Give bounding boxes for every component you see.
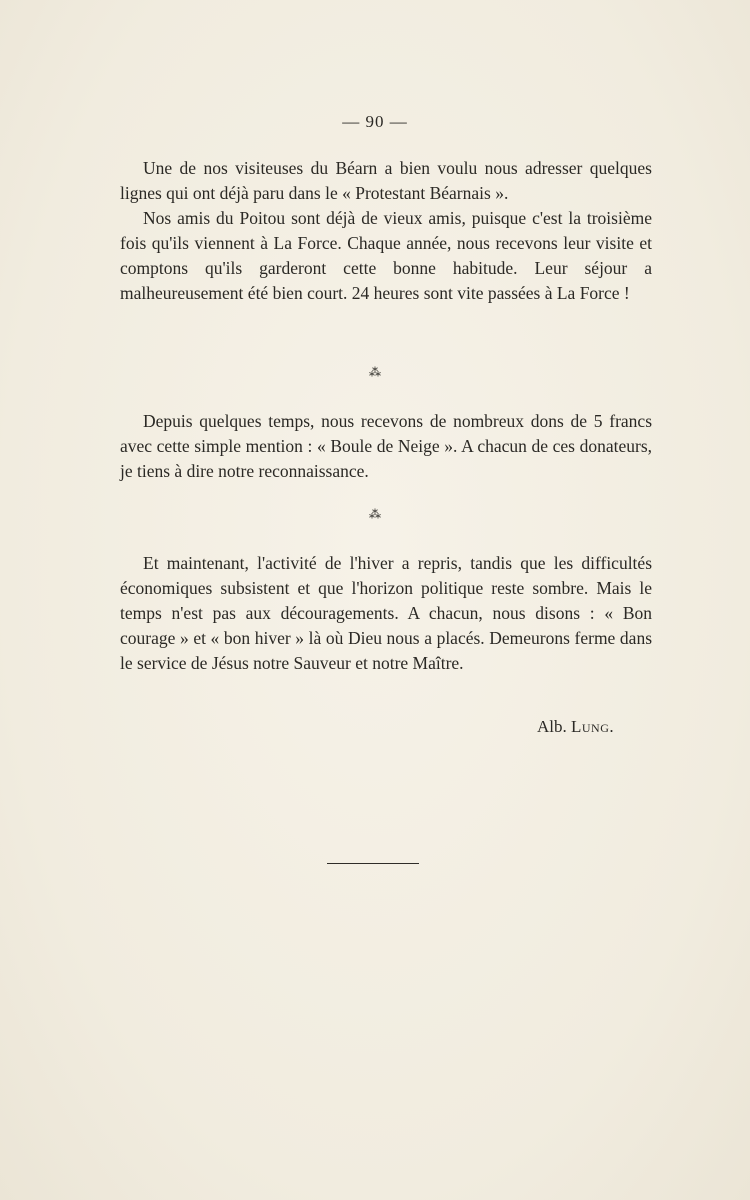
closing-rule (327, 863, 419, 864)
asterism-separator: ⁂ (369, 507, 381, 521)
section-winter (120, 551, 652, 676)
signature (537, 717, 614, 737)
signature-surname: Lung. (571, 717, 615, 736)
paragraph-poitou: Nos amis du Poitou sont déjà de vieux amis, puisque c'est la troisième fois qu'ils viennent à La Force. Chaque année, nous recevons leur visite et comptons qu'ils garderont cette bonne habitude. Leur séjour a malheureusement été bien court. 24 heures sont vite passées à La Force ! (120, 208, 652, 303)
signature-initials: Alb. (537, 717, 567, 736)
section-donations (120, 409, 652, 484)
section-visits (120, 156, 652, 306)
asterism-separator: ⁂ (369, 365, 381, 379)
page-number: — 90 — (342, 112, 408, 131)
paragraph-boule-de-neige: Depuis quelques temps, nous recevons de nombreux dons de 5 francs avec cette simple mention : « Boule de Neige ». A chacun de ces donateurs, je tiens à dire notre reconnaissance. (120, 411, 652, 481)
paragraph-winter-activity: Et maintenant, l'activité de l'hiver a repris, tandis que les difficultés économiques subsistent et que l'horizon politique reste sombre. Mais le temps n'est pas aux découragements. A chacun, nous disons : « Bon courage » et « bon hiver » là où Dieu nous a placés. Demeurons ferme dans le service de Jésus notre Sauveur et notre Maître. (120, 553, 652, 673)
paragraph-bearn: Une de nos visiteuses du Béarn a bien voulu nous adresser quelques lignes qui ont déjà paru dans le « Protestant Béarnais ». (120, 158, 652, 203)
